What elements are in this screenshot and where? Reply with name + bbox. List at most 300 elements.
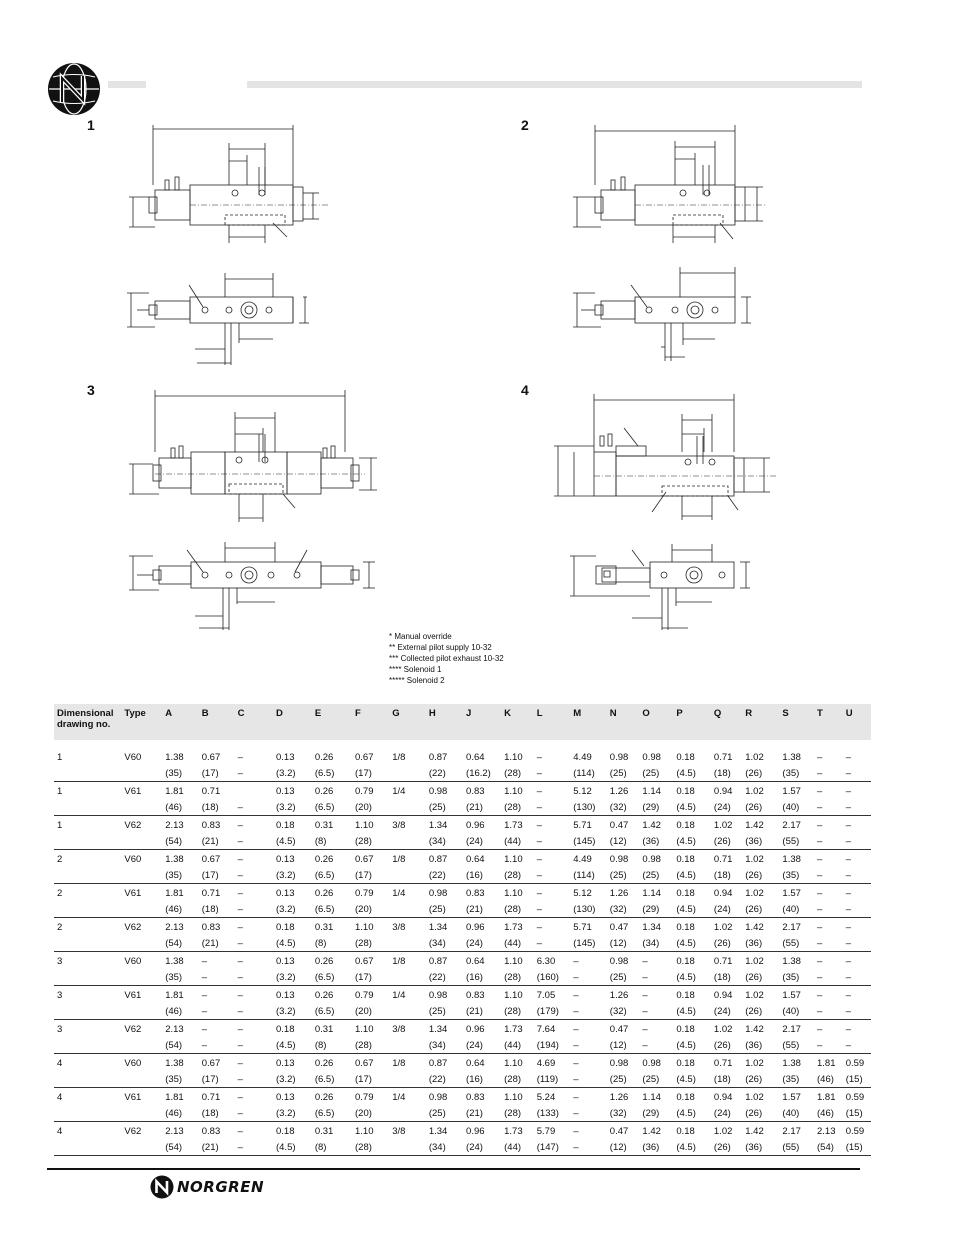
table-cell: (35) bbox=[162, 868, 199, 884]
table-cell: (4.5) bbox=[673, 1140, 711, 1156]
table-cell: (130) bbox=[570, 800, 607, 816]
valve-drawing-4 bbox=[552, 390, 792, 640]
table-cell: (4.5) bbox=[673, 902, 711, 918]
table-cell: 5.12 bbox=[573, 888, 592, 900]
column-header: L bbox=[534, 704, 571, 740]
table-cell: (22) bbox=[426, 1072, 463, 1088]
table-cell: 0.59 bbox=[845, 1058, 865, 1070]
table-cell: (28) bbox=[501, 1072, 534, 1088]
drawing-number-1: 1 bbox=[87, 117, 95, 133]
table-cell: 0.98 bbox=[428, 786, 448, 798]
table-row-inch bbox=[54, 884, 871, 902]
table-row-mm bbox=[54, 970, 871, 986]
table-cell: 0.59 bbox=[845, 1126, 865, 1138]
table-cell: 1.81 bbox=[165, 786, 184, 798]
table-cell: – bbox=[843, 1038, 871, 1054]
table-cell: (40) bbox=[779, 800, 814, 816]
table-cell: 1.38 bbox=[165, 956, 184, 968]
table-cell: (35) bbox=[779, 766, 814, 782]
table-cell: 0.96 bbox=[466, 1024, 485, 1036]
table-cell: – bbox=[536, 820, 543, 832]
table-cell: 0.94 bbox=[713, 990, 733, 1002]
table-cell: V61 bbox=[124, 888, 142, 900]
table-cell: 0.31 bbox=[314, 820, 334, 832]
table-cell: – bbox=[814, 1038, 843, 1054]
table-cell: 1.10 bbox=[504, 990, 523, 1002]
table-cell: 0.96 bbox=[466, 820, 485, 832]
table-cell: – bbox=[235, 1106, 273, 1122]
table-cell: (16) bbox=[463, 970, 501, 986]
table-cell: V62 bbox=[124, 820, 142, 832]
column-header: M bbox=[570, 704, 607, 740]
table-cell: (4.5) bbox=[673, 868, 711, 884]
table-cell: (145) bbox=[570, 834, 607, 850]
column-header: K bbox=[501, 704, 534, 740]
table-cell: 1.26 bbox=[609, 888, 629, 900]
table-cell: – bbox=[237, 888, 243, 900]
table-cell: (29) bbox=[639, 902, 673, 918]
table-cell: 1.42 bbox=[642, 820, 661, 832]
table-cell: (26) bbox=[742, 1004, 779, 1020]
table-cell: – bbox=[235, 970, 273, 986]
table-cell: (25) bbox=[426, 902, 463, 918]
table-cell: 1/8 bbox=[392, 956, 406, 968]
table-cell: (25) bbox=[607, 766, 640, 782]
table-cell: 0.67 bbox=[201, 1058, 221, 1070]
table-cell: – bbox=[814, 970, 843, 986]
table-cell: – bbox=[573, 990, 579, 1002]
table-cell: 7.05 bbox=[536, 990, 556, 1002]
table-cell: 0.67 bbox=[355, 752, 374, 764]
table-cell: (44) bbox=[501, 1140, 534, 1156]
table-cell: 1.02 bbox=[713, 1126, 733, 1138]
table-cell: 0.18 bbox=[275, 1024, 295, 1036]
table-cell: (6.5) bbox=[312, 1072, 352, 1088]
table-cell: (119) bbox=[534, 1072, 571, 1088]
table-cell: (4.5) bbox=[273, 1038, 312, 1054]
table-cell: 0.18 bbox=[676, 990, 695, 1002]
header-rule-short bbox=[108, 81, 146, 88]
table-cell: 1.10 bbox=[355, 922, 374, 934]
table-cell: – bbox=[237, 1126, 243, 1138]
table-cell bbox=[389, 868, 426, 884]
table-cell: (4.5) bbox=[673, 1004, 711, 1020]
table-cell: – bbox=[642, 990, 648, 1002]
table-cell bbox=[121, 800, 162, 816]
table-cell: (20) bbox=[352, 1106, 389, 1122]
table-cell bbox=[54, 1106, 121, 1122]
table-cell: 0.98 bbox=[609, 1058, 629, 1070]
table-cell: 6.30 bbox=[536, 956, 556, 968]
table-cell: (21) bbox=[199, 936, 235, 952]
table-cell: (130) bbox=[570, 902, 607, 918]
column-header: H bbox=[426, 704, 463, 740]
table-cell: (12) bbox=[607, 1038, 640, 1054]
table-cell: (18) bbox=[711, 766, 742, 782]
table-cell: – bbox=[845, 854, 852, 866]
table-cell bbox=[121, 1072, 162, 1088]
table-row-mm bbox=[54, 1106, 871, 1122]
table-cell: (55) bbox=[779, 1038, 814, 1054]
table-cell: 0.83 bbox=[201, 1126, 221, 1138]
footnotes bbox=[389, 631, 504, 686]
table-cell: – bbox=[843, 834, 871, 850]
table-cell: (145) bbox=[570, 936, 607, 952]
table-cell: (28) bbox=[501, 800, 534, 816]
table-cell: (17) bbox=[199, 1072, 235, 1088]
table-cell: 0.98 bbox=[428, 990, 448, 1002]
table-cell: (4.5) bbox=[273, 1140, 312, 1156]
table-cell: 5.12 bbox=[573, 786, 592, 798]
table-cell: (20) bbox=[352, 1004, 389, 1020]
table-cell: – bbox=[639, 1038, 673, 1054]
table-cell: 0.87 bbox=[428, 956, 448, 968]
table-cell: 0.13 bbox=[275, 786, 295, 798]
table-cell: – bbox=[814, 766, 843, 782]
table-cell: 0.18 bbox=[676, 922, 695, 934]
table-cell: (35) bbox=[779, 868, 814, 884]
table-cell: 7.64 bbox=[536, 1024, 556, 1036]
column-header: A bbox=[162, 704, 199, 740]
table-cell: 0.18 bbox=[275, 922, 295, 934]
table-cell: 0.13 bbox=[275, 956, 295, 968]
table-cell: – bbox=[235, 766, 273, 782]
table-cell: (54) bbox=[162, 834, 199, 850]
table-cell: (28) bbox=[501, 1106, 534, 1122]
table-cell: 0.71 bbox=[713, 1058, 733, 1070]
table-cell: (160) bbox=[534, 970, 571, 986]
table-cell: – bbox=[237, 1092, 243, 1104]
table-cell: (21) bbox=[463, 800, 501, 816]
table-cell: (36) bbox=[742, 834, 779, 850]
table-row-mm bbox=[54, 834, 871, 850]
table-cell: – bbox=[814, 1004, 843, 1020]
table-cell: 4 bbox=[57, 1092, 63, 1104]
drawing-number-4: 4 bbox=[521, 382, 529, 398]
table-cell: – bbox=[536, 854, 543, 866]
table-cell: 0.13 bbox=[275, 888, 295, 900]
table-cell: – bbox=[199, 1004, 235, 1020]
table-cell: (24) bbox=[463, 936, 501, 952]
column-header: D bbox=[273, 704, 312, 740]
table-cell: 0.18 bbox=[676, 1126, 695, 1138]
norgren-n-icon bbox=[150, 1175, 174, 1199]
table-cell: – bbox=[199, 970, 235, 986]
table-cell: (28) bbox=[352, 1038, 389, 1054]
table-cell: (4.5) bbox=[673, 1038, 711, 1054]
table-cell: – bbox=[235, 1004, 273, 1020]
table-cell: – bbox=[845, 922, 852, 934]
table-cell: 1.10 bbox=[504, 786, 523, 798]
table-cell: (28) bbox=[352, 1140, 389, 1156]
table-cell: – bbox=[237, 1024, 243, 1036]
table-cell: (4.5) bbox=[273, 834, 312, 850]
table-cell: – bbox=[536, 752, 543, 764]
table-cell: 1.10 bbox=[504, 956, 523, 968]
table-cell: 1/8 bbox=[392, 1058, 406, 1070]
table-cell: – bbox=[573, 956, 579, 968]
table-cell: (35) bbox=[162, 766, 199, 782]
table-cell: – bbox=[642, 1024, 648, 1036]
table-cell: (25) bbox=[639, 766, 673, 782]
table-cell: 1.42 bbox=[642, 1126, 661, 1138]
table-cell: 1.38 bbox=[165, 1058, 184, 1070]
table-cell: 2 bbox=[57, 922, 63, 934]
table-cell: 0.67 bbox=[355, 956, 374, 968]
table-cell: 1.81 bbox=[165, 888, 184, 900]
table-cell: – bbox=[639, 970, 673, 986]
table-cell: – bbox=[843, 936, 871, 952]
table-cell: (46) bbox=[162, 1004, 199, 1020]
table-cell: 2.17 bbox=[782, 1126, 801, 1138]
table-cell: – bbox=[843, 868, 871, 884]
norgren-logo bbox=[150, 1175, 264, 1199]
table-cell: (24) bbox=[463, 834, 501, 850]
table-cell: (32) bbox=[607, 800, 640, 816]
footer-rule bbox=[47, 1168, 860, 1170]
table-cell bbox=[54, 936, 121, 952]
table-cell: 1/8 bbox=[392, 854, 406, 866]
table-cell bbox=[389, 970, 426, 986]
table-cell: (16) bbox=[463, 1072, 501, 1088]
table-cell: V60 bbox=[124, 854, 142, 866]
table-cell: – bbox=[237, 854, 243, 866]
table-cell: (24) bbox=[463, 1038, 501, 1054]
table-cell: 1.38 bbox=[165, 854, 184, 866]
table-cell bbox=[54, 800, 121, 816]
table-cell: 0.71 bbox=[713, 752, 733, 764]
table-cell: 0.98 bbox=[642, 752, 661, 764]
table-cell: (25) bbox=[426, 1004, 463, 1020]
table-cell: – bbox=[570, 1004, 607, 1020]
table-cell: 0.67 bbox=[201, 752, 221, 764]
table-cell bbox=[54, 902, 121, 918]
table-cell: 0.67 bbox=[201, 854, 221, 866]
table-cell: (4.5) bbox=[673, 970, 711, 986]
table-cell: (54) bbox=[162, 1140, 199, 1156]
table-cell: (17) bbox=[352, 868, 389, 884]
table-cell: – bbox=[845, 990, 852, 1002]
table-cell: (3.2) bbox=[273, 800, 312, 816]
table-cell bbox=[389, 1004, 426, 1020]
table-cell: (34) bbox=[426, 1140, 463, 1156]
table-cell: 0.64 bbox=[466, 752, 485, 764]
table-cell: (28) bbox=[352, 936, 389, 952]
table-cell: (6.5) bbox=[312, 1106, 352, 1122]
table-cell: – bbox=[817, 922, 823, 934]
table-cell bbox=[121, 868, 162, 884]
column-header: O bbox=[639, 704, 673, 740]
table-cell: V60 bbox=[124, 956, 142, 968]
table-cell bbox=[389, 766, 426, 782]
table-cell: (26) bbox=[742, 970, 779, 986]
table-cell: (133) bbox=[534, 1106, 571, 1122]
table-cell: (8) bbox=[312, 834, 352, 850]
table-cell: – bbox=[536, 922, 543, 934]
table-cell: (26) bbox=[742, 902, 779, 918]
table-cell: – bbox=[237, 922, 243, 934]
table-cell: 1.02 bbox=[745, 854, 764, 866]
table-cell: (24) bbox=[711, 1004, 742, 1020]
table-cell: – bbox=[534, 766, 571, 782]
table-cell: (6.5) bbox=[312, 800, 352, 816]
drawing-number-3: 3 bbox=[87, 382, 95, 398]
table-cell: 0.83 bbox=[201, 922, 221, 934]
table-row-inch bbox=[54, 1088, 871, 1106]
table-cell: (24) bbox=[711, 1106, 742, 1122]
table-cell: (44) bbox=[501, 1038, 534, 1054]
table-cell: 0.13 bbox=[275, 990, 295, 1002]
table-cell: 1/4 bbox=[392, 786, 406, 798]
table-cell: 2.13 bbox=[165, 820, 184, 832]
table-cell: 0.64 bbox=[466, 1058, 485, 1070]
table-cell bbox=[54, 1004, 121, 1020]
table-cell: 2.13 bbox=[165, 1024, 184, 1036]
table-cell: – bbox=[843, 902, 871, 918]
table-cell: (34) bbox=[426, 936, 463, 952]
column-header: B bbox=[199, 704, 235, 740]
table-cell: 0.71 bbox=[201, 888, 221, 900]
table-cell: 2.17 bbox=[782, 1024, 801, 1036]
table-cell: (21) bbox=[199, 834, 235, 850]
table-cell: 0.87 bbox=[428, 854, 448, 866]
table-cell bbox=[121, 970, 162, 986]
table-cell: 1/4 bbox=[392, 990, 406, 1002]
table-cell: 1.14 bbox=[642, 888, 661, 900]
table-cell: – bbox=[843, 970, 871, 986]
table-cell: – bbox=[843, 766, 871, 782]
table-cell bbox=[121, 766, 162, 782]
table-cell: (18) bbox=[711, 868, 742, 884]
table-cell: – bbox=[814, 834, 843, 850]
table-cell: – bbox=[534, 936, 571, 952]
table-cell: – bbox=[817, 990, 823, 1002]
table-cell: – bbox=[845, 752, 852, 764]
table-cell: (4.5) bbox=[673, 1072, 711, 1088]
table-cell: – bbox=[570, 970, 607, 986]
table-cell: V61 bbox=[124, 786, 142, 798]
column-header: Q bbox=[711, 704, 742, 740]
table-cell: 1.34 bbox=[428, 922, 448, 934]
table-cell: – bbox=[817, 786, 823, 798]
table-cell: 0.31 bbox=[314, 1126, 334, 1138]
table-cell: – bbox=[235, 1140, 273, 1156]
table-cell: 3 bbox=[57, 956, 63, 968]
table-cell: – bbox=[235, 1038, 273, 1054]
table-cell: (54) bbox=[814, 1140, 843, 1156]
table-cell: 0.83 bbox=[466, 990, 485, 1002]
table-cell: – bbox=[235, 800, 273, 816]
column-header: G bbox=[389, 704, 426, 740]
column-header: J bbox=[463, 704, 501, 740]
table-cell: (26) bbox=[711, 1140, 742, 1156]
table-cell bbox=[121, 1140, 162, 1156]
table-cell: (15) bbox=[843, 1106, 871, 1122]
table-cell: (18) bbox=[199, 1106, 235, 1122]
table-cell: 0.79 bbox=[355, 888, 374, 900]
table-cell: 1.02 bbox=[745, 752, 764, 764]
table-cell: 1.38 bbox=[782, 956, 801, 968]
table-cell: (28) bbox=[501, 766, 534, 782]
table-cell: 0.47 bbox=[609, 820, 629, 832]
table-cell: 0.18 bbox=[676, 820, 695, 832]
table-row-mm bbox=[54, 936, 871, 952]
table-cell: V61 bbox=[124, 990, 142, 1002]
table-cell: – bbox=[642, 956, 648, 968]
table-cell: (15) bbox=[843, 1140, 871, 1156]
note-external-pilot: ** External pilot supply 10-32 bbox=[389, 643, 492, 652]
table-cell: (28) bbox=[501, 868, 534, 884]
table-cell bbox=[54, 868, 121, 884]
table-cell: (21) bbox=[463, 902, 501, 918]
table-cell: – bbox=[235, 902, 273, 918]
table-cell: 0.96 bbox=[466, 1126, 485, 1138]
table-cell bbox=[389, 1106, 426, 1122]
table-cell: 5.79 bbox=[536, 1126, 556, 1138]
table-cell: – bbox=[843, 1004, 871, 1020]
norgren-wordmark: NORGREN bbox=[177, 1178, 265, 1196]
table-cell: (24) bbox=[711, 800, 742, 816]
table-cell: 1.10 bbox=[355, 820, 374, 832]
table-cell: 0.18 bbox=[676, 752, 695, 764]
table-cell: – bbox=[237, 820, 243, 832]
table-row-inch bbox=[54, 1020, 871, 1038]
table-row-inch bbox=[54, 740, 871, 766]
table-cell: – bbox=[573, 1058, 579, 1070]
table-cell: 1.10 bbox=[504, 854, 523, 866]
table-cell bbox=[54, 834, 121, 850]
table-row-mm bbox=[54, 868, 871, 884]
column-header: P bbox=[673, 704, 711, 740]
table-cell bbox=[389, 936, 426, 952]
table-cell: 4 bbox=[57, 1058, 63, 1070]
table-cell: 1.57 bbox=[782, 990, 801, 1002]
table-cell: 1.02 bbox=[745, 990, 764, 1002]
table-cell: 2.13 bbox=[165, 922, 184, 934]
table-cell bbox=[121, 902, 162, 918]
column-header: Type bbox=[121, 704, 162, 740]
table-cell: (29) bbox=[639, 1106, 673, 1122]
table-cell: 1.73 bbox=[504, 1024, 523, 1036]
table-cell: (21) bbox=[199, 1140, 235, 1156]
table-cell: – bbox=[570, 1038, 607, 1054]
column-header: Dimensional drawing no. bbox=[54, 704, 121, 740]
norgren-globe-logo bbox=[47, 62, 101, 116]
table-cell: (25) bbox=[607, 868, 640, 884]
table-cell: (6.5) bbox=[312, 868, 352, 884]
table-cell: 1.02 bbox=[745, 956, 764, 968]
table-cell: – bbox=[235, 936, 273, 952]
table-cell: (36) bbox=[639, 834, 673, 850]
table-cell: 2.13 bbox=[165, 1126, 184, 1138]
table-cell: – bbox=[201, 1024, 208, 1036]
table-cell: (16) bbox=[463, 868, 501, 884]
table-cell: 0.26 bbox=[314, 1092, 334, 1104]
table-header-row bbox=[54, 704, 871, 740]
table-cell: 0.18 bbox=[676, 786, 695, 798]
table-cell: (46) bbox=[162, 1106, 199, 1122]
table-cell: (24) bbox=[711, 902, 742, 918]
table-cell: 4.69 bbox=[536, 1058, 556, 1070]
table-cell: 0.83 bbox=[466, 1092, 485, 1104]
table-cell: – bbox=[814, 800, 843, 816]
table-cell: (15) bbox=[843, 1072, 871, 1088]
table-cell: (4.5) bbox=[673, 936, 711, 952]
table-cell: (8) bbox=[312, 1140, 352, 1156]
table-row-mm bbox=[54, 1038, 871, 1054]
valve-drawing-1 bbox=[125, 125, 340, 375]
table-row-inch bbox=[54, 986, 871, 1004]
